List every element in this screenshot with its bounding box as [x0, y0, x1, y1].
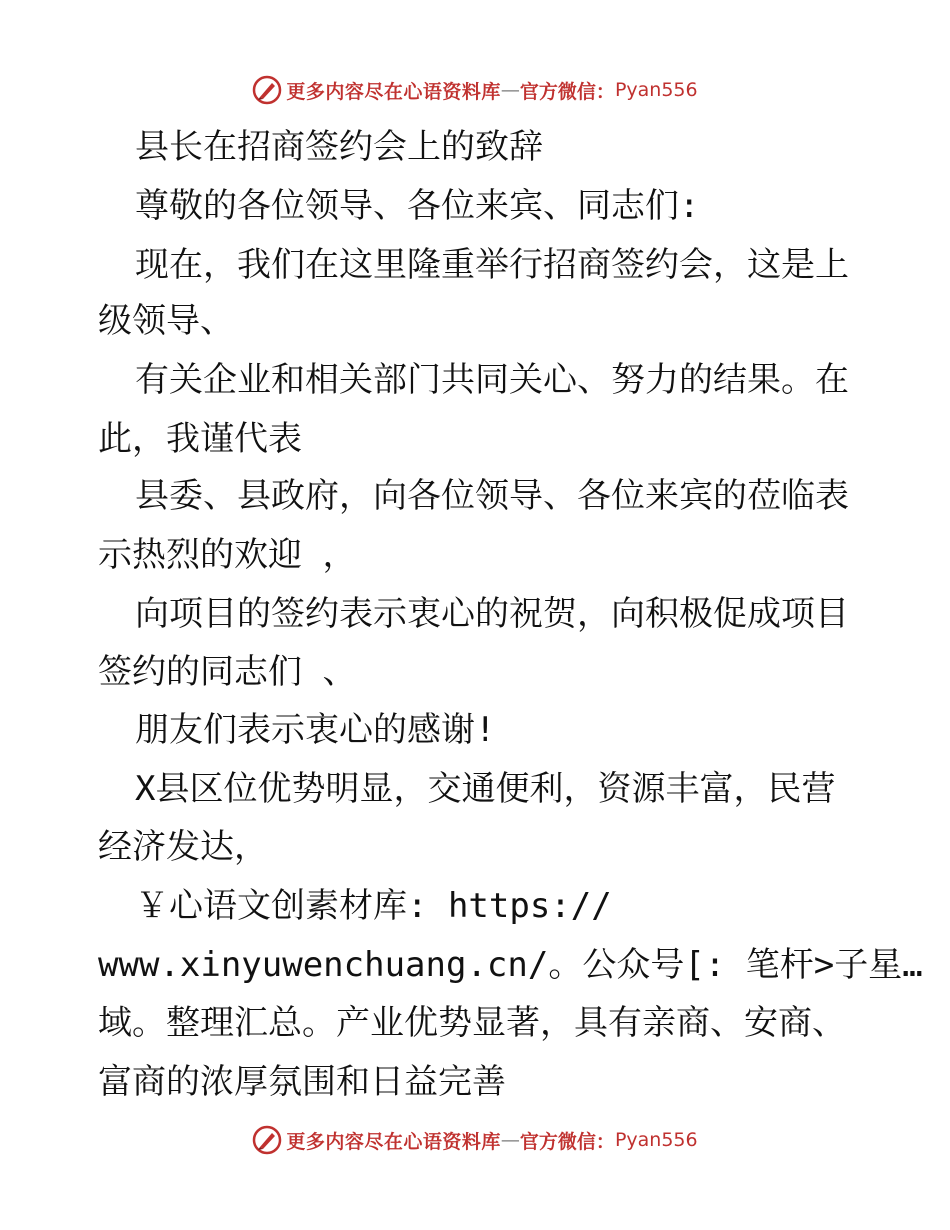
banner-dash: —: [500, 1129, 520, 1151]
text-line: 签约的同志们 、: [98, 652, 357, 692]
text-line: www.xinyuwenchuang.cn/。公众号[: 笔杆>子星…: [98, 945, 923, 985]
banner-contact-label: 官方微信：: [519, 1130, 615, 1153]
text-line: 级领导、: [98, 301, 234, 341]
banner-dash: —: [500, 79, 520, 101]
banner-contact-label: 官方微信：: [519, 80, 615, 103]
text-line: 县委、县政府，向各位领导、各位来宾的莅临表: [135, 476, 849, 516]
text-line: X县区位优势明显，交通便利，资源丰富，民营: [135, 769, 836, 809]
text-line: 经济发达，: [98, 827, 268, 867]
text-line: 示热烈的欢迎 ，: [98, 535, 357, 575]
pen-logo-icon: [252, 1125, 282, 1155]
text-line: 富商的浓厚氛围和日益完善: [98, 1062, 506, 1102]
banner-handle: Pyan556: [614, 79, 698, 101]
document-title: 县长在招商签约会上的致辞: [135, 127, 543, 167]
banner-handle: Pyan556: [614, 1129, 698, 1151]
text-line: 有关企业和相关部门共同关心、努力的结果。在: [135, 360, 849, 400]
banner-main-text: 更多内容尽在心语资料库: [286, 80, 501, 103]
header-watermark: [0, 70, 950, 110]
salutation-line: 尊敬的各位领导、各位来宾、同志们:: [135, 186, 700, 226]
text-line: 现在，我们在这里隆重举行招商签约会，这是上: [135, 245, 849, 285]
pen-logo-icon: [252, 75, 282, 105]
text-line: 此，我谨代表: [98, 419, 302, 459]
footer-watermark: [0, 1120, 950, 1160]
text-line: 域。整理汇总。产业优势显著，具有亲商、安商、: [98, 1003, 846, 1043]
text-line: ￥心语文创素材库: https://: [135, 886, 612, 926]
text-line: 向项目的签约表示衷心的祝贺，向积极促成项目: [135, 594, 849, 634]
text-line: 朋友们表示衷心的感谢!: [135, 710, 496, 750]
banner-main-text: 更多内容尽在心语资料库: [286, 1130, 501, 1153]
